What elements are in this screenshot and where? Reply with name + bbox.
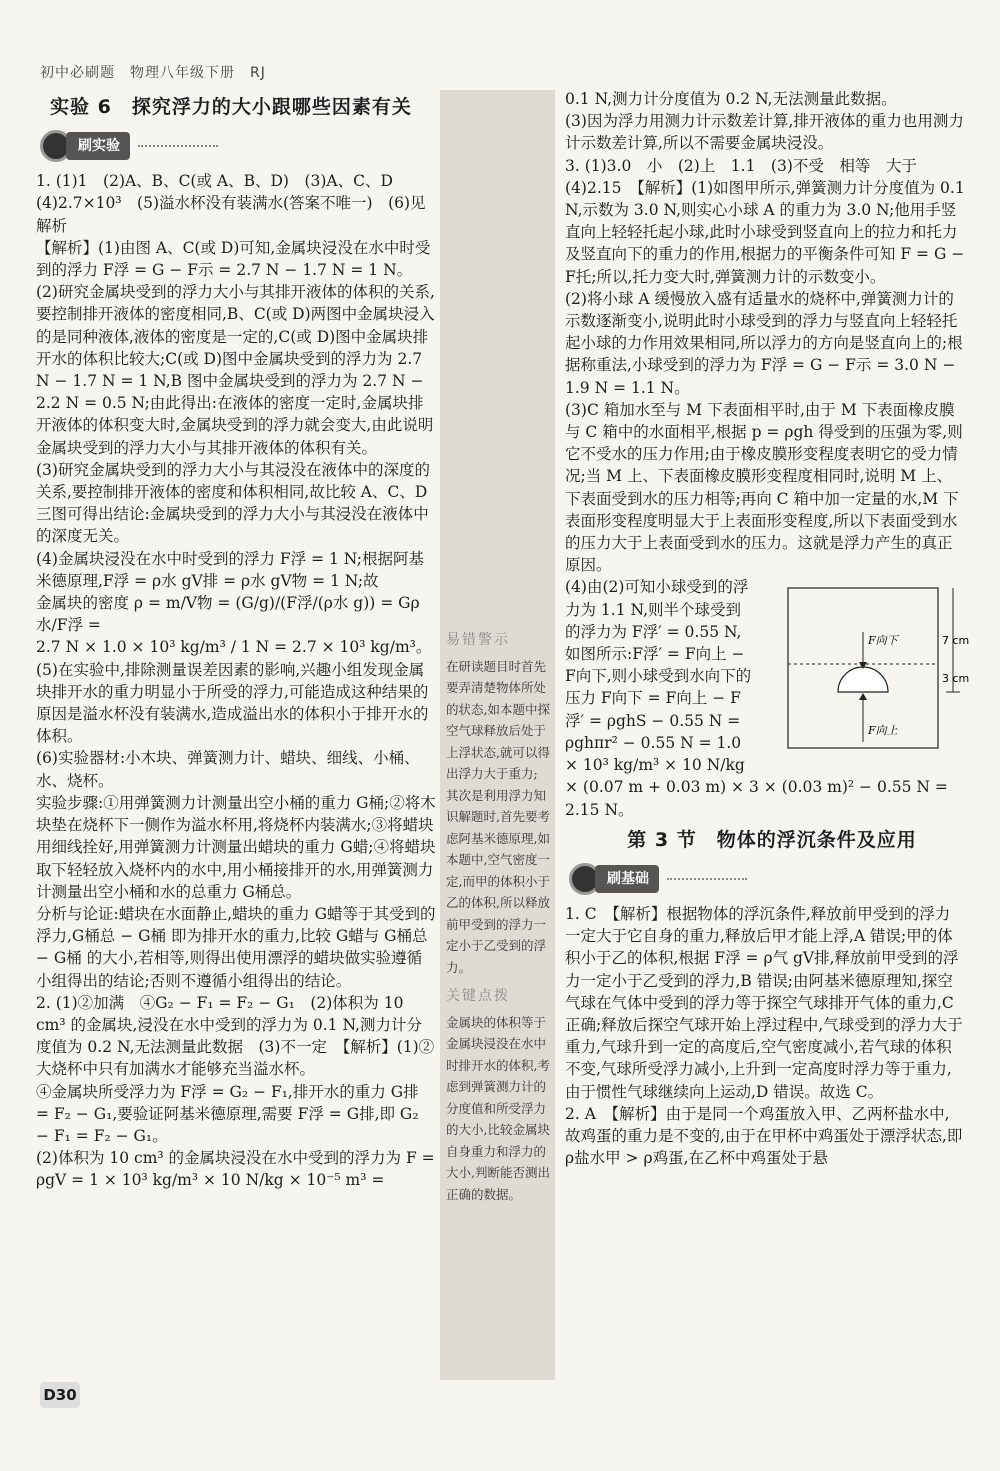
paragraph: 实验步骤:①用弹簧测力计测量出空小桶的重力 G桶;②将木块垫在烧杯下一侧作为溢水杯用,将烧杯内装满水;③将蜡块用细线拴好,用弹簧测力计测量出蜡块的重力 G蜡;④将蜡块取下轻轻放入烧杯内的水中,用小桶接排开的水,用弹簧测力计测量出空小桶和水的总重力 G桶总。 bbox=[36, 793, 436, 901]
section-title-experiment: 实验 6 探究浮力的大小跟哪些因素有关 bbox=[50, 96, 412, 118]
formula: 金属块的密度 ρ = m/V物 = (G/g)/(F浮/(ρ水 g)) = Gρ水/F浮 = bbox=[36, 594, 420, 635]
paragraph: 1. (1)1 (2)A、B、C(或 A、B、D) (3)A、C、D (4)2.7×10³ (5)溢水杯没有装满水(答案不唯一) (6)见解析 bbox=[36, 172, 426, 235]
paragraph: (2)研究金属块受到的浮力大小与其排开液体的体积的关系,要控制排开液体的密度相同,B、C(或 D)两图中金属块浸入的是同种液体,液体的密度是一定的,C(或 D)图中金属块排开水的体积比较大;C(或 D)图中金属块受到的浮力为 2.7 N − 1.7 N = 1 N,B 图中金属块受到的浮力为 2.7 N − 2.2 N = 0.5 N;由此得出:在液体的密度一定时,金属块排开液体的体积变大时,金属块受到的浮力就会变大,由此说明金属块受到的浮力大小与其排开液体的体积有关。 bbox=[36, 283, 435, 457]
sidebar-title-tip: 关键点拨 bbox=[446, 988, 510, 1004]
badge-label: 刷实验 bbox=[66, 132, 130, 160]
paragraph: 0.1 N,测力计分度值为 0.2 N,无法测量此数据。 bbox=[565, 90, 897, 108]
paragraph: (6)实验器材:小木块、弹簧测力计、蜡块、细线、小桶、水、烧杯。 bbox=[36, 749, 420, 790]
right-column bbox=[565, 88, 970, 1169]
dim-7cm: 7 cm bbox=[942, 634, 970, 648]
sidebar-column bbox=[440, 90, 555, 1380]
dim-3cm: 3 cm bbox=[942, 672, 970, 686]
paragraph: (5)在实验中,排除测量误差因素的影响,兴趣小组发现金属块排开水的重力明显小于所受的浮力,可能造成这种结果的原因是溢水杯没有装满水,造成溢出水的体积小于排开水的体积。 bbox=[36, 660, 429, 746]
formula: 2.7 N × 1.0 × 10³ kg/m³ / 1 N = 2.7 × 10³ kg/m³。 bbox=[36, 638, 432, 657]
paragraph: (3)研究金属块受到的浮力大小与其浸没在液体中的深度的关系,要控制排开液体的密度和体积相同,故比较 A、C、D 三图可得出结论:金属块受到的浮力大小与其浸没在液体中的深度无关。 bbox=[36, 460, 430, 546]
paragraph: 2. (1)②加满 ④G₂ − F₁ = F₂ − G₁ (2)体积为 10 cm³ 的金属块,浸没在水中受到的浮力为 0.1 N,测力计分度值为 0.2 N,无法测量此数据 (3)不一定 【解析】(1)②大烧杯中只有加满水才能够充当溢水杯。 bbox=[36, 993, 435, 1079]
page-header: 初中必刷题 物理八年级下册 RJ bbox=[40, 65, 266, 81]
divider bbox=[138, 145, 218, 147]
section-title-float: 第 3 节 物体的浮沉条件及应用 bbox=[627, 828, 917, 851]
sidebar-title-warning: 易错警示 bbox=[446, 632, 510, 648]
label-force-down: F向下 bbox=[868, 634, 898, 648]
paragraph: 2. A 【解析】由于是同一个鸡蛋放入甲、乙两杯盐水中,故鸡蛋的重力是不变的,由于在甲杯中鸡蛋处于漂浮状态,即 ρ盐水甲 > ρ鸡蛋,在乙杯中鸡蛋处于悬 bbox=[565, 1104, 963, 1168]
sidebar-text-tip: 金属块的体积等于金属块浸没在水中时排开水的体积,考虑到弹簧测力计的分度值和所受浮力的大小,比较金属块自身重力和浮力的大小,判断能否测出正确的数据。 bbox=[446, 1014, 550, 1202]
paragraph: 3. (1)3.0 小 (2)上 1.1 (3)不受 相等 大于 (4)2.15 【解析】(1)如图甲所示,弹簧测力计分度值为 0.1 N,示数为 3.0 N,则实心小球 A 的重力为 3.0 N;他用手竖直向上轻轻托起小球,此时小球受到竖直向上的拉力和托力及竖直向下的重力的作用,根据力的平衡条件可知 F = G − F托;所以,托力变大时,弹簧测力计的示数变小。 bbox=[565, 156, 965, 286]
hemisphere-figure bbox=[758, 574, 973, 754]
paragraph: (4)由(2)可知小球受到的浮力为 1.1 N,则半个球受到的浮力为 F浮′ = 0.55 N,如图所示:F浮′ = F向上 − F向下,则小球受到水向下的压力 F向下 = F向上 − F浮′ = ρghS − 0.55 N = ρghπr² − 0.55 N = 1.0 × 10³ kg/m³ × 10 N/kg × (0.07 m + 0.03 m) × 3 × (0.03 m)² − 0.55 N = 2.15 N。 bbox=[565, 578, 948, 819]
paragraph: ④金属块所受浮力为 F浮 = G₂ − F₁,排开水的重力 G排 = F₂ − G₁,要验证阿基米德原理,需要 F浮 = G排,即 G₂ − F₁ = F₂ − G₁。 bbox=[36, 1082, 419, 1145]
paragraph: (2)将小球 A 缓慢放入盛有适量水的烧杯中,弹簧测力计的示数逐渐变小,说明此时小球受到的浮力与竖直向上轻轻托起小球的力作用效果相同,所以浮力的方向是竖直向上的;根据称重法,小球受到的浮力为 F浮 = G − F示 = 3.0 N − 1.9 N = 1.1 N。 bbox=[565, 289, 963, 397]
paragraph: 1. C 【解析】根据物体的浮沉条件,释放前甲受到的浮力一定大于它自身的重力,释放后甲才能上浮,A 错误;甲的体积小于乙的体积,根据 F浮 = ρ气 gV排,释放前甲受到的浮力一定小于乙受到的浮力,B 错误;由阿基米德原理知,探空气球在气体中受到的浮力等于探空气球排开气体的重力,C 正确;释放后探空气球开始上浮过程中,气球受到的浮力大于重力,气球升到一定的高度后,空气密度减小,若气球的体积不变,气球所受浮力减小,上升到一定高度时浮力等于重力,由于惯性气球继续向上运动,D 错误。故选 C。 bbox=[565, 904, 963, 1101]
sidebar-text-warning: 在研读题目时首先要弄清楚物体所处的状态,如本题中探空气球释放后处于上浮状态,就可以得出浮力大于重力;其次是利用浮力知识解题时,首先要考虑阿基米德原理,如本题中,空气密度一定,而甲的体积小于乙的体积,所以释放前甲受到的浮力一定小于乙受到的浮力。 bbox=[446, 658, 550, 975]
paragraph: (4)金属块浸没在水中时受到的浮力 F浮 = 1 N;根据阿基米德原理,F浮 = ρ水 gV排 = ρ水 gV物 = 1 N;故 bbox=[36, 549, 425, 590]
paragraph: 分析与论证:蜡块在水面静止,蜡块的重力 G蜡等于其受到的浮力,G桶总 − G桶 即为排开水的重力,比较 G蜡与 G桶总 − G桶 的大小,若相等,则得出使用漂浮的蜡块做实验遵循小组得出的结论;否则不遵循小组得出的结论。 bbox=[36, 904, 436, 990]
label-force-up: F向上 bbox=[868, 724, 898, 738]
badge-experiment bbox=[40, 130, 218, 162]
left-column bbox=[36, 96, 436, 1192]
badge-label: 刷基础 bbox=[595, 865, 659, 893]
paragraph: (2)体积为 10 cm³ 的金属块浸没在水中受到的浮力为 F = ρgV = 1 × 10³ kg/m³ × 10 N/kg × 10⁻⁵ m³ = bbox=[36, 1149, 435, 1190]
paragraph: (3)C 箱加水至与 M 下表面相平时,由于 M 下表面橡皮膜与 C 箱中的水面相平,根据 p = ρgh 得受到的压强为零,则它不受水的压力作用;由于橡皮膜形变程度表明它的受力情况;当 M 上、下表面橡皮膜形变程度相同时,说明 M 上、下表面受到水的压力相等;再向 C 箱中加一定量的水,M 下表面形变程度明显大于上表面形变程度,所以下表面受到水的压力大于上表面受到水的压力。这就是浮力产生的真正原因。 bbox=[565, 400, 963, 575]
badge-basics bbox=[569, 863, 747, 895]
divider bbox=[667, 878, 747, 880]
page-number: D30 bbox=[40, 1382, 80, 1408]
paragraph: (3)因为浮力用测力计示数差计算,排开液体的重力也用测力计示数差计算,所以不需要金属块浸没。 bbox=[565, 112, 964, 153]
paragraph: 【解析】(1)由图 A、C(或 D)可知,金属块浸没在水中时受到的浮力 F浮 = G − F示 = 2.7 N − 1.7 N = 1 N。 bbox=[36, 238, 431, 280]
